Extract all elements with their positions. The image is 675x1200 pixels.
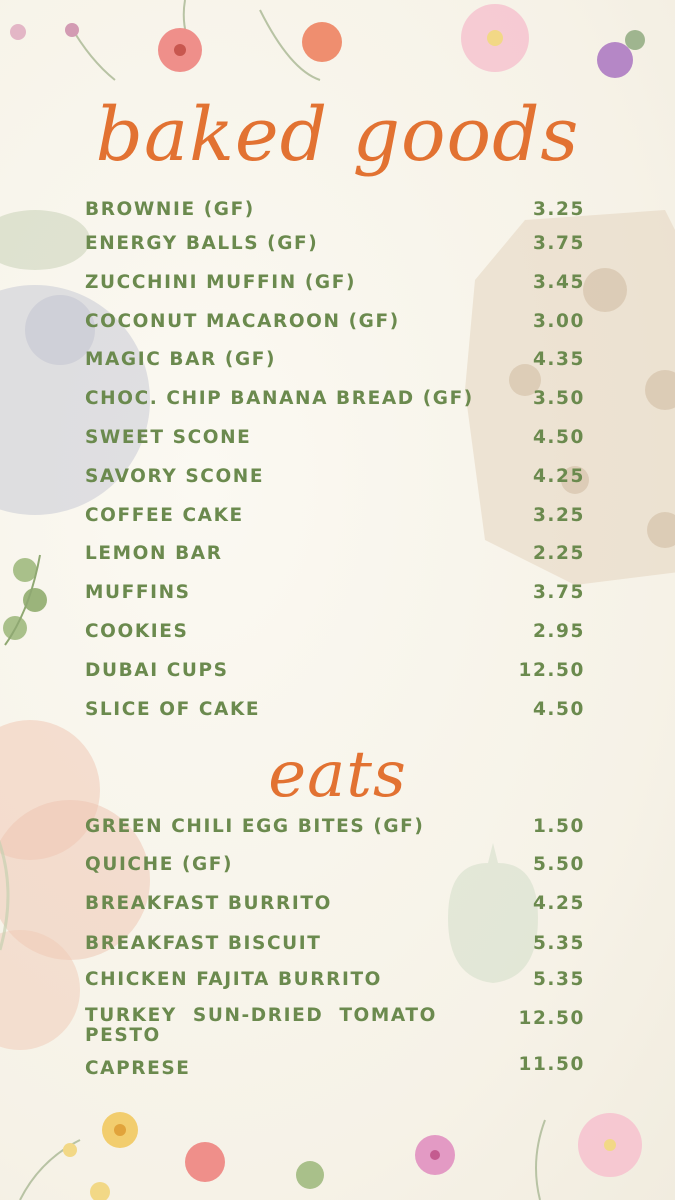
item-name: ENERGY BALLS (GF) (85, 233, 319, 254)
item-name: BREAKFAST BURRITO (85, 893, 332, 914)
item-price: 3.75 (532, 582, 585, 603)
item-name: DUBAI CUPS (85, 660, 229, 681)
item-name: MUFFINS (85, 582, 191, 603)
item-name: TURKEY SUN-DRIED TOMATO PESTO (85, 1005, 437, 1046)
pepper-icon (438, 838, 548, 988)
item-price: 5.35 (532, 933, 585, 954)
item-name: CHOC. CHIP BANANA BREAD (GF) (85, 388, 474, 409)
item-name: GREEN CHILI EGG BITES (GF) (85, 816, 425, 837)
item-name: COOKIES (85, 621, 189, 642)
leaf-icon (0, 550, 60, 650)
item-name: BREAKFAST BISCUIT (85, 933, 322, 954)
item-name: QUICHE (GF) (85, 854, 234, 875)
item-price: 2.25 (532, 543, 585, 564)
item-price: 3.75 (532, 233, 585, 254)
item-price: 4.35 (532, 349, 585, 370)
item-name: SLICE OF CAKE (85, 699, 261, 720)
flower-icon (0, 1100, 675, 1200)
item-name: COFFEE CAKE (85, 505, 244, 526)
item-price: 3.25 (532, 199, 585, 220)
item-price: 3.00 (532, 311, 585, 332)
item-price: 5.35 (532, 969, 585, 990)
item-name: ZUCCHINI MUFFIN (GF) (85, 272, 357, 293)
item-price: 12.50 (518, 660, 585, 681)
item-price: 4.25 (532, 466, 585, 487)
item-price: 4.50 (532, 699, 585, 720)
item-price: 3.45 (532, 272, 585, 293)
item-name: MAGIC BAR (GF) (85, 349, 277, 370)
item-price: 3.25 (532, 505, 585, 526)
item-price: 12.50 (518, 1008, 585, 1029)
item-price: 4.50 (532, 427, 585, 448)
item-price: 5.50 (532, 854, 585, 875)
item-name: CHICKEN FAJITA BURRITO (85, 969, 383, 990)
item-price: 1.50 (532, 816, 585, 837)
item-name: COCONUT MACAROON (GF) (85, 311, 400, 332)
item-price: 11.50 (518, 1054, 585, 1075)
eats-heading: eats (268, 738, 407, 812)
item-name: SAVORY SCONE (85, 466, 265, 487)
item-price: 3.50 (532, 388, 585, 409)
item-name: BROWNIE (GF) (85, 199, 255, 220)
item-price: 4.25 (532, 893, 585, 914)
baked-goods-heading: baked goods (95, 92, 580, 178)
item-name: SWEET SCONE (85, 427, 252, 448)
item-price: 2.95 (532, 621, 585, 642)
item-name: CAPRESE (85, 1058, 191, 1079)
item-name: LEMON BAR (85, 543, 223, 564)
